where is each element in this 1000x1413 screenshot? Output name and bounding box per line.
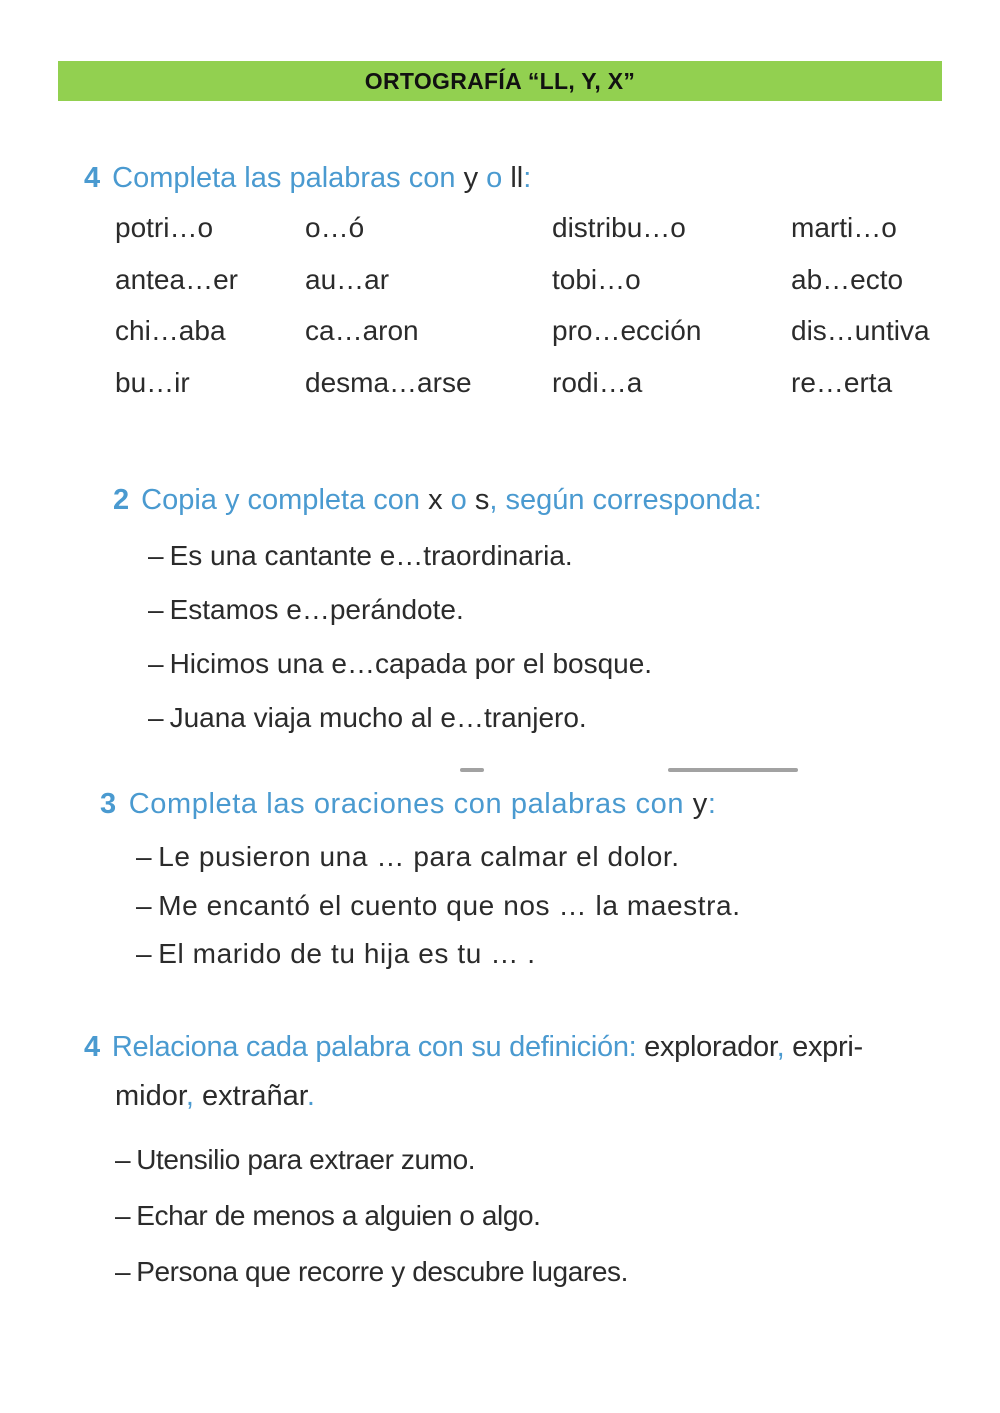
section4-word3: extrañar (193, 1080, 307, 1112)
word-cell: distribu…o (552, 212, 686, 243)
section4-heading-line2 (115, 1080, 315, 1113)
section4-end: . (306, 1080, 315, 1112)
word-grid (115, 212, 945, 418)
scan-mark (460, 768, 484, 772)
word-cell: potri…o (115, 212, 214, 243)
item-text: Hicimos una e…capada por el bosque. (169, 648, 653, 679)
word-row (115, 367, 945, 419)
word-cell: dis…untiva (791, 315, 930, 346)
dash: – (148, 540, 164, 571)
section1-heading (84, 162, 531, 195)
item-text: Juana viaja mucho al e…tranjero. (169, 702, 587, 733)
section3-heading (100, 788, 717, 821)
word-cell: antea…er (115, 263, 238, 295)
section3-colon: : (707, 788, 717, 820)
item-text: Me encantó el cuento que nos … la maestra. (158, 889, 741, 921)
list-item (148, 540, 652, 594)
section1-conj: o (478, 162, 511, 194)
section4-heading (84, 1031, 863, 1064)
dash: – (115, 1144, 131, 1175)
section3-number: 3 (100, 788, 117, 820)
section3-opt-y: y (692, 788, 708, 820)
word-cell: ca…aron (305, 315, 419, 346)
section4-sep2: , (185, 1080, 194, 1112)
word-cell: au…ar (305, 263, 390, 295)
word-cell: o…ó (305, 212, 365, 243)
page-title: ORTOGRAFÍA “LL, Y, X” (364, 67, 636, 94)
word-cell: desma…arse (305, 366, 472, 398)
section2-instruction: Copia y completa con (141, 484, 429, 516)
word-cell: marti…o (791, 212, 897, 243)
list-item (115, 1200, 628, 1256)
word-row (115, 315, 945, 367)
word-cell: chi…aba (115, 315, 226, 346)
section2-number: 2 (113, 484, 130, 516)
section4-number: 4 (84, 1031, 100, 1063)
section2-opt-s: s (474, 484, 490, 516)
list-item (148, 702, 652, 756)
list-item (136, 841, 741, 890)
section2-list (148, 540, 652, 756)
section4-instruction: Relaciona cada palabra con su definición: (111, 1031, 645, 1063)
section2-rest: , según corresponda: (489, 484, 762, 516)
dash: – (148, 702, 164, 733)
section3-list (136, 841, 741, 987)
dash: – (136, 889, 153, 921)
word-cell: re…erta (791, 366, 893, 398)
scan-mark (668, 768, 798, 772)
section1-instruction: Completa las palabras con (112, 162, 464, 194)
list-item (148, 594, 652, 648)
list-item (136, 938, 741, 987)
list-item (115, 1144, 628, 1200)
dash: – (115, 1256, 131, 1287)
word-cell: ab…ecto (791, 263, 904, 295)
word-cell: bu…ir (115, 366, 190, 398)
section4-list (115, 1144, 628, 1312)
item-text: Echar de menos a alguien o algo. (136, 1200, 541, 1231)
section4-sep1: , (776, 1031, 785, 1063)
item-text: Le pusieron una … para calmar el dolor. (158, 841, 680, 872)
word-cell: tobi…o (552, 263, 641, 295)
section2-conj: o (442, 484, 475, 516)
dash: – (136, 841, 153, 872)
dash: – (148, 594, 164, 625)
section4-word2b: midor (115, 1080, 186, 1112)
section3-instruction: Completa las oraciones con palabras con (128, 788, 693, 820)
section2-opt-x: x (428, 484, 443, 516)
item-text: Es una cantante e…traordinaria. (169, 540, 573, 571)
item-text: El marido de tu hija es tu … . (158, 938, 536, 969)
list-item (115, 1256, 628, 1312)
dash: – (136, 938, 153, 969)
section1-opt-ll: ll (510, 162, 524, 194)
dash: – (148, 648, 164, 679)
section2-heading (113, 484, 762, 517)
section1-colon: : (523, 162, 532, 194)
list-item (136, 890, 741, 939)
word-row (115, 264, 945, 316)
word-row (115, 212, 945, 264)
section4-word2a: expri- (784, 1031, 863, 1063)
item-text: Utensilio para extraer zumo. (136, 1144, 476, 1175)
item-text: Estamos e…perándote. (169, 594, 464, 625)
word-cell: rodi…a (552, 366, 643, 398)
item-text: Persona que recorre y descubre lugares. (136, 1256, 628, 1287)
section4-word1: explorador (644, 1031, 777, 1063)
section1-opt-y: y (463, 162, 479, 194)
list-item (148, 648, 652, 702)
dash: – (115, 1200, 131, 1231)
word-cell: pro…ección (552, 315, 702, 346)
section1-number: 4 (84, 162, 101, 194)
title-banner (58, 61, 942, 101)
